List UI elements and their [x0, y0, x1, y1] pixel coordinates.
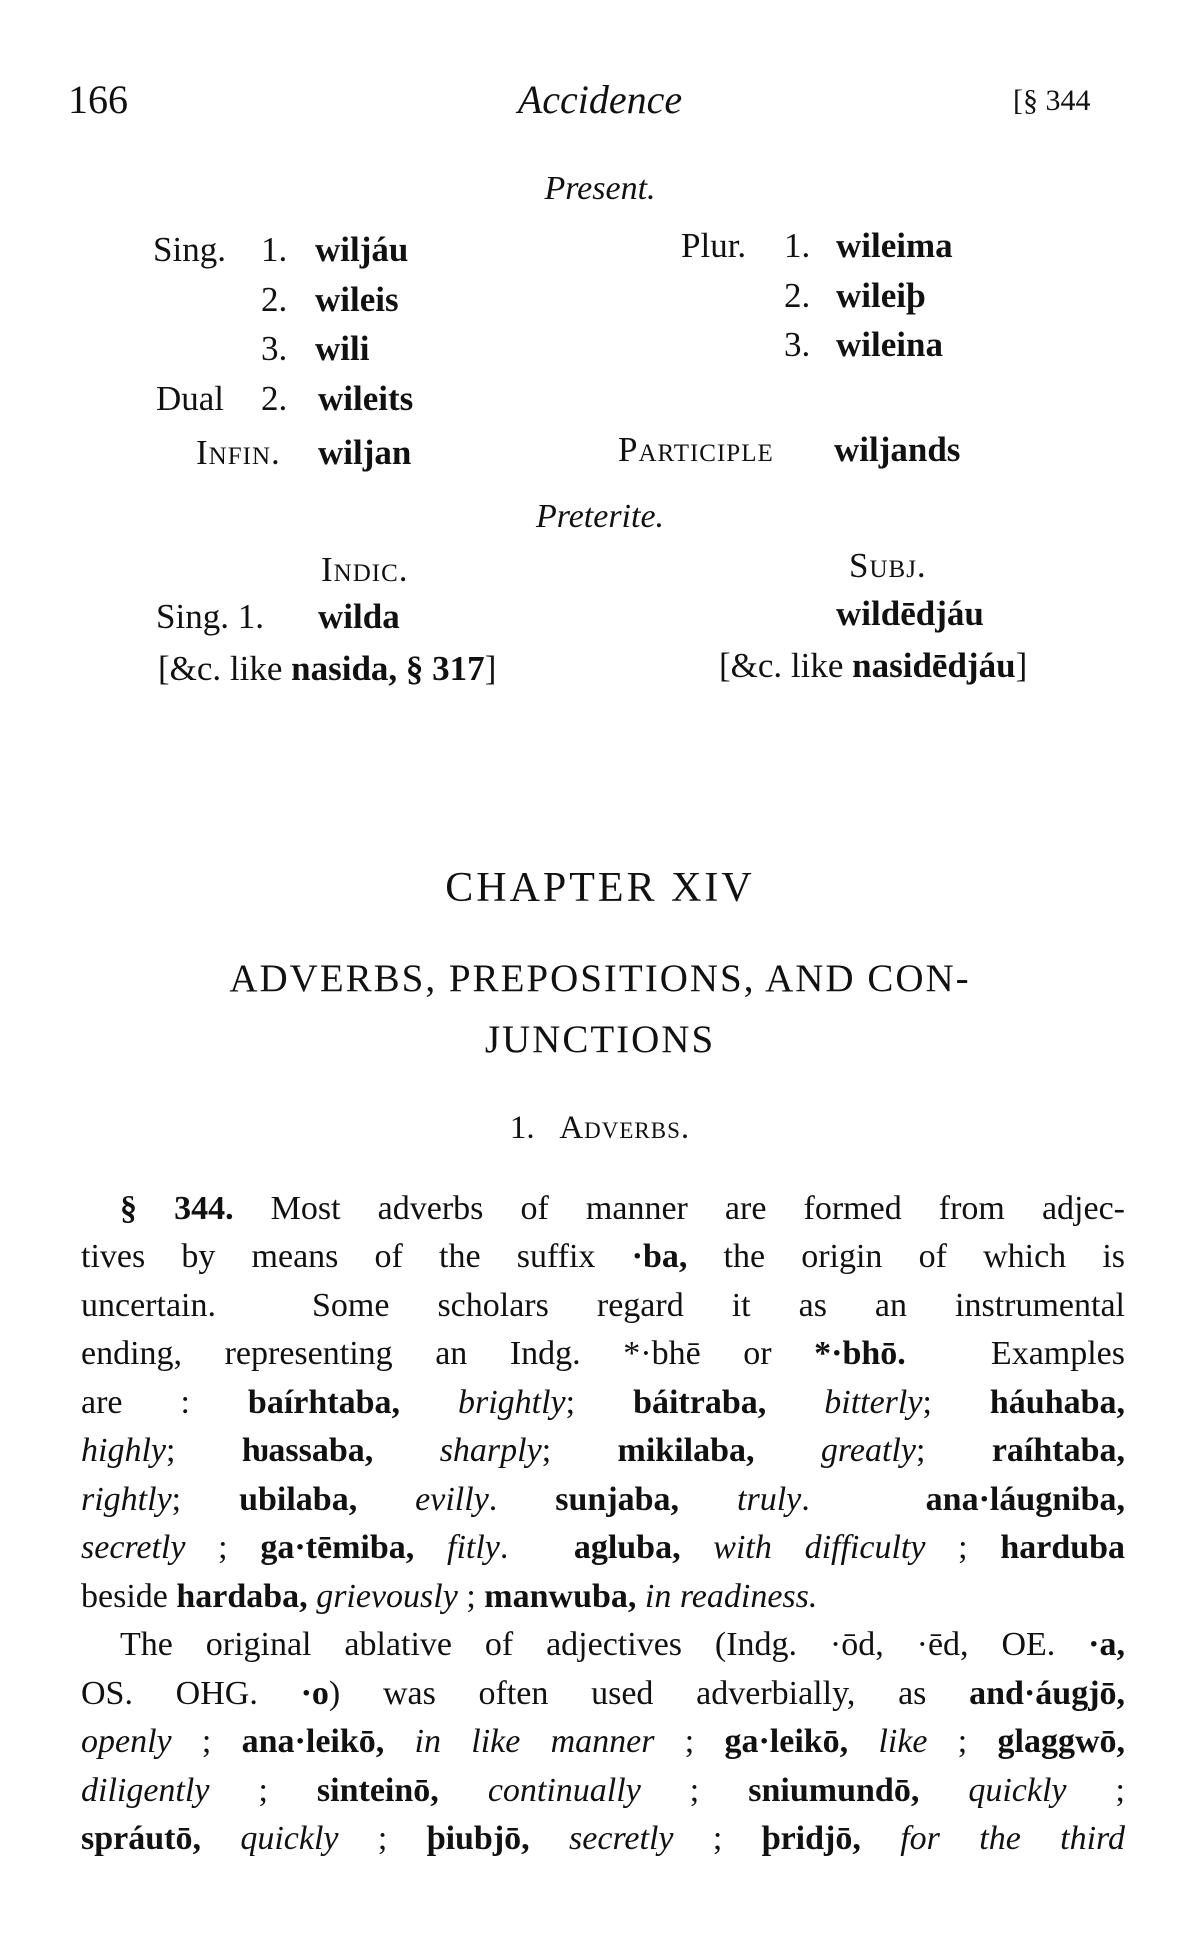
- text-run: [636, 1578, 645, 1615]
- gothic-word: ga·leikō,: [724, 1723, 849, 1760]
- participle-form: wiljands: [834, 430, 961, 469]
- text-run: ;: [1066, 1772, 1126, 1809]
- body-line: [81, 1675, 1125, 1713]
- gothic-word: hardaba,: [176, 1578, 308, 1615]
- chapter-title-line1: ADVERBS, PREPOSITIONS, AND CON-: [229, 957, 971, 1000]
- body-line: [120, 1626, 1125, 1664]
- plur-2-num: 2.: [784, 276, 811, 315]
- gloss: fitly: [447, 1529, 500, 1566]
- present-heading: Present.: [544, 170, 656, 207]
- text-run: ;: [640, 1772, 749, 1809]
- running-title: Accidence: [517, 77, 683, 122]
- gloss: with difficulty: [713, 1529, 926, 1566]
- plur-1-num: 1.: [784, 226, 811, 265]
- text-run: The original ablative of adjectives (Indg. ·ōd, ·ēd, OE.: [120, 1626, 1089, 1663]
- text-run: ;: [654, 1723, 725, 1760]
- participle-label: Participle: [618, 430, 774, 469]
- text-run: ending, representing an Indg. *·bhē or: [81, 1335, 815, 1372]
- text-run: Most adverbs of manner are formed from adjec-: [233, 1190, 1126, 1227]
- body-line: [81, 1578, 1125, 1616]
- body-line: [81, 1335, 1125, 1373]
- subj-note: [719, 646, 1027, 686]
- sing-2-num: 2.: [261, 280, 288, 319]
- note-text: [&c. like: [158, 649, 292, 688]
- text-run: ;: [171, 1481, 240, 1518]
- gloss: greatly: [820, 1432, 916, 1469]
- text-run: [681, 1529, 714, 1566]
- note-ref: nasida, § 317: [291, 649, 485, 688]
- text-run: [861, 1820, 900, 1857]
- gloss: continually: [487, 1772, 641, 1809]
- indic-label: Indic.: [321, 550, 409, 589]
- chapter-title-line2: JUNCTIONS: [484, 1018, 716, 1061]
- gothic-word: spráutō,: [81, 1820, 201, 1857]
- gothic-word: *·bhō.: [814, 1335, 906, 1372]
- gloss: secretly: [81, 1529, 186, 1566]
- body-line: [81, 1432, 1125, 1470]
- body-line: [81, 1287, 1125, 1325]
- sing-label: Sing.: [153, 230, 226, 269]
- text-run: ;: [338, 1820, 427, 1857]
- gloss: in readiness.: [644, 1578, 818, 1615]
- text-run: [400, 1384, 458, 1421]
- gloss: highly: [81, 1432, 166, 1469]
- pret-indic-form: wilda: [318, 597, 400, 636]
- text-run: ;: [165, 1432, 242, 1469]
- plur-1-form: wileima: [836, 226, 953, 265]
- gothic-word: ·ba,: [631, 1238, 688, 1275]
- gothic-word: glaggwō,: [997, 1723, 1126, 1760]
- text-run: ;: [922, 1384, 990, 1421]
- gothic-word: ga·tēmiba,: [260, 1529, 415, 1566]
- gothic-word: ana·leikō,: [241, 1723, 385, 1760]
- gloss: evilly: [415, 1481, 489, 1518]
- gloss: for the third: [900, 1820, 1126, 1857]
- text-run: ;: [209, 1772, 317, 1809]
- body-line: [81, 1723, 1125, 1761]
- gloss: truly: [737, 1481, 802, 1518]
- gothic-word: ubilaba,: [239, 1481, 358, 1518]
- text-run: ;: [925, 1529, 1001, 1566]
- text-run: beside: [81, 1578, 177, 1615]
- gloss: quickly: [240, 1820, 339, 1857]
- text-run: tives by means of the suffix: [81, 1238, 632, 1275]
- text-run: ;: [185, 1529, 261, 1566]
- text-run: ;: [565, 1384, 634, 1421]
- body-line: [81, 1384, 1125, 1422]
- indic-note: [158, 649, 496, 689]
- sing-1-form: wiljáu: [315, 230, 409, 269]
- gothic-word: harduba: [1000, 1529, 1126, 1566]
- text-run: Examples: [905, 1335, 1125, 1372]
- section-number: 1.: [509, 1110, 535, 1146]
- text-run: .: [499, 1529, 574, 1566]
- gloss: rightly: [81, 1481, 172, 1518]
- gothic-word: þridjō,: [761, 1820, 861, 1857]
- note-close: ]: [484, 649, 497, 688]
- gothic-word: baírhtaba,: [247, 1384, 400, 1421]
- gothic-word: þiubjō,: [426, 1820, 530, 1857]
- gothic-word: sinteinō,: [316, 1772, 439, 1809]
- gloss: bitterly: [824, 1384, 923, 1421]
- pret-subj-form: wildēdjáu: [836, 594, 984, 633]
- plur-label: Plur.: [681, 226, 747, 265]
- body-line: [81, 1481, 1125, 1519]
- gothic-word: ·o: [300, 1675, 329, 1712]
- body-line: [81, 1820, 1125, 1858]
- sing-1-num: 1.: [261, 230, 288, 269]
- gothic-word: háuhaba,: [989, 1384, 1126, 1421]
- text-run: ;: [171, 1723, 242, 1760]
- text-run: [439, 1772, 488, 1809]
- infin-form: wiljan: [318, 433, 412, 472]
- text-run: .: [801, 1481, 926, 1518]
- text-run: ;: [457, 1578, 485, 1615]
- gothic-word: agluba,: [573, 1529, 681, 1566]
- gothic-word: ana·láugniba,: [925, 1481, 1126, 1518]
- subj-label: Subj.: [849, 546, 927, 585]
- gothic-word: mikilaba,: [617, 1432, 755, 1469]
- gloss: brightly: [457, 1384, 566, 1421]
- text-run: [373, 1432, 439, 1469]
- preterite-heading: Preterite.: [535, 498, 665, 535]
- gothic-word: § 344.: [120, 1190, 234, 1227]
- dual-label: Dual: [156, 379, 225, 418]
- sing-3-form: wili: [315, 329, 370, 368]
- gothic-word: sunjaba,: [555, 1481, 680, 1518]
- plur-3-form: wileina: [836, 325, 943, 364]
- text-run: [679, 1481, 737, 1518]
- plur-3-num: 3.: [784, 325, 811, 364]
- gothic-word: and·áugjō,: [969, 1675, 1126, 1712]
- section-reference: [§ 344: [1013, 84, 1091, 117]
- sing-2-form: wileis: [315, 280, 399, 319]
- text-run: [766, 1384, 824, 1421]
- section-heading: [0, 1110, 1200, 1147]
- gloss: grievously: [316, 1578, 458, 1615]
- note-close: ]: [1015, 646, 1028, 685]
- infin-label: Infin.: [196, 433, 281, 472]
- text-run: [919, 1772, 968, 1809]
- text-run: ;: [673, 1820, 762, 1857]
- text-run: uncertain. Some scholars regard it as an instrumental: [81, 1287, 1125, 1324]
- text-run: [308, 1578, 317, 1615]
- body-line: [81, 1238, 1125, 1276]
- text-run: [848, 1723, 878, 1760]
- gothic-word: sniumundō,: [748, 1772, 920, 1809]
- gothic-word: ·a,: [1088, 1626, 1125, 1663]
- gothic-word: raíhtaba,: [991, 1432, 1125, 1469]
- text-run: OS. OHG.: [81, 1675, 301, 1712]
- text-run: ;: [541, 1432, 618, 1469]
- text-run: [414, 1529, 447, 1566]
- sing-3-num: 3.: [261, 329, 288, 368]
- gloss: sharply: [439, 1432, 542, 1469]
- gloss: quickly: [968, 1772, 1067, 1809]
- chapter-number: CHAPTER XIV: [445, 865, 755, 911]
- text-run: [755, 1432, 821, 1469]
- gloss: openly: [81, 1723, 172, 1760]
- text-run: [530, 1820, 569, 1857]
- text-run: are :: [81, 1384, 248, 1421]
- text-run: ;: [915, 1432, 992, 1469]
- pret-sing-label: Sing. 1.: [156, 597, 264, 636]
- section-title: Adverbs.: [559, 1110, 691, 1146]
- text-run: ) was often used adverbially, as: [328, 1675, 970, 1712]
- dual-2-num: 2.: [261, 379, 288, 418]
- text-run: [357, 1481, 415, 1518]
- body-line: [81, 1772, 1125, 1810]
- gothic-word: manwuba,: [484, 1578, 637, 1615]
- body-line: [81, 1529, 1125, 1567]
- note-text: [&c. like: [719, 646, 853, 685]
- gloss: secretly: [569, 1820, 674, 1857]
- gloss: like: [878, 1723, 928, 1760]
- plur-2-form: wileiþ: [836, 276, 926, 315]
- text-run: ;: [927, 1723, 998, 1760]
- note-ref: nasidēdjáu: [852, 646, 1016, 685]
- page-number: 166: [68, 77, 128, 122]
- text-run: the origin of which is: [687, 1238, 1125, 1275]
- gothic-word: báitraba,: [633, 1384, 767, 1421]
- text-run: .: [488, 1481, 556, 1518]
- dual-2-form: wileits: [318, 379, 414, 418]
- body-line: [120, 1190, 1125, 1228]
- gloss: in like manner: [414, 1723, 655, 1760]
- text-run: [384, 1723, 414, 1760]
- gloss: diligently: [81, 1772, 210, 1809]
- gothic-word: ƕassaba,: [241, 1432, 374, 1469]
- text-run: [201, 1820, 240, 1857]
